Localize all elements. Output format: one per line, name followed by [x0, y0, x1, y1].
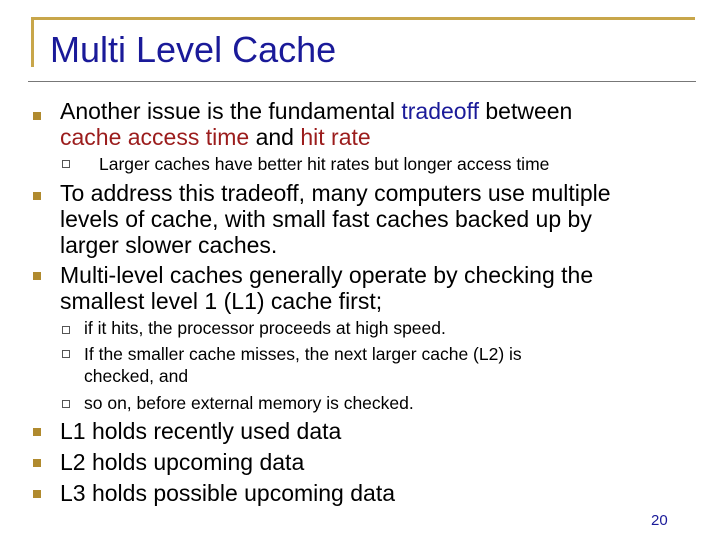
title-underline [28, 81, 696, 82]
sub-bullet-marker-4 [62, 400, 70, 408]
bullet-marker-4 [33, 428, 41, 436]
bullet-marker-6 [33, 490, 41, 498]
bullet-1-text-a: Another issue is the fundamental [60, 98, 402, 124]
title-frame-left [31, 17, 34, 67]
bullet-3-sub-2-line-2: checked, and [84, 366, 189, 386]
bullet-4: L1 holds recently used data [60, 418, 342, 444]
bullet-1-text-b: between [478, 98, 573, 124]
bullet-5: L2 holds upcoming data [60, 449, 305, 475]
title-frame-top [31, 17, 695, 20]
bullet-marker-5 [33, 459, 41, 467]
hit-rate-highlight: hit rate [300, 124, 371, 150]
bullet-2-line-1: To address this tradeoff, many computers use multiple [60, 180, 611, 206]
sub-bullet-marker-3 [62, 350, 70, 358]
bullet-3-sub-1: if it hits, the processor proceeds at high speed. [84, 318, 446, 338]
bullet-marker-1 [33, 112, 41, 120]
tradeoff-highlight: tradeoff [401, 98, 479, 124]
bullet-1-text-c: and [249, 124, 301, 150]
sub-bullet-marker-2 [62, 326, 70, 334]
bullet-marker-2 [33, 192, 41, 200]
bullet-2-line-3: larger slower caches. [60, 232, 278, 258]
bullet-1-sub-1: Larger caches have better hit rates but longer access time [99, 154, 550, 174]
bullet-3-sub-2-line-1: If the smaller cache misses, the next larger cache (L2) is [84, 344, 522, 364]
bullet-6: L3 holds possible upcoming data [60, 480, 396, 506]
bullet-1-line-1 [60, 98, 572, 124]
bullet-3-line-1: Multi-level caches generally operate by checking the [60, 262, 594, 288]
page-number: 20 [651, 512, 668, 529]
bullet-2-line-2: levels of cache, with small fast caches backed up by [60, 206, 592, 232]
sub-bullet-marker-1 [62, 160, 70, 168]
bullet-3-line-2: smallest level 1 (L1) cache first; [60, 288, 383, 314]
bullet-3-sub-3: so on, before external memory is checked. [84, 393, 414, 413]
bullet-marker-3 [33, 272, 41, 280]
bullet-1-line-2 [60, 124, 371, 150]
cache-access-time-highlight: cache access time [60, 124, 250, 150]
slide-title: Multi Level Cache [50, 29, 337, 70]
